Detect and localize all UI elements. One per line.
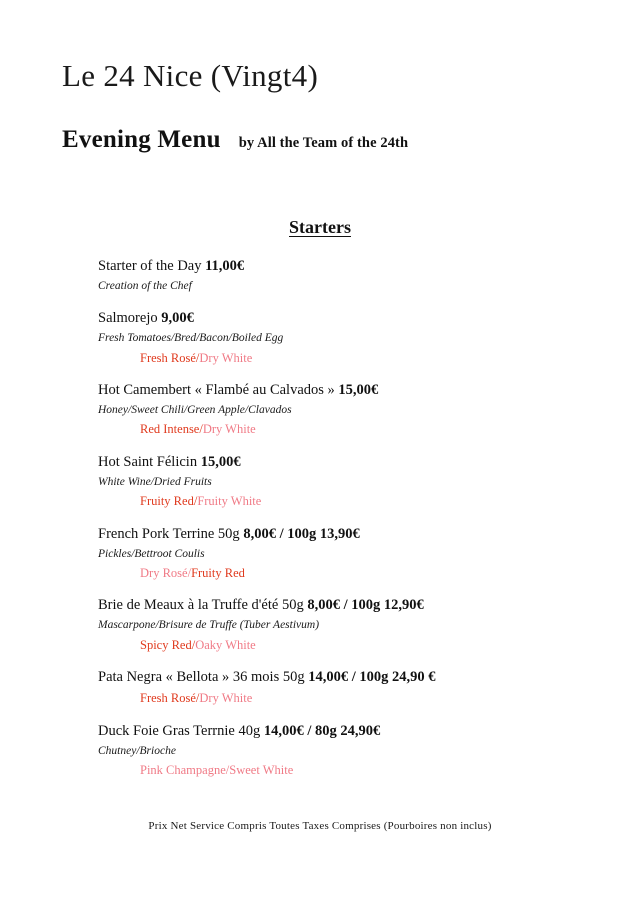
- wine-pairing-first: Fresh Rosé: [140, 691, 196, 706]
- menu-item-name: Brie de Meaux à la Truffe d'été 50g: [98, 597, 308, 614]
- menu-item-wine-pairing: [140, 565, 568, 583]
- menu-item-wine-pairing: [140, 637, 568, 655]
- restaurant-title: Le 24 Nice (Vingt4): [62, 58, 319, 93]
- wine-pairing-second: Sweet White: [229, 762, 294, 777]
- footer-note: Prix Net Service Compris Toutes Taxes Comprises (Pourboires non inclus): [148, 820, 492, 832]
- section-title-starters: Starters: [289, 217, 351, 237]
- menu-item-name-line: [98, 667, 568, 688]
- menu-title: Evening Menu: [62, 126, 221, 153]
- menu-item-wine-pairing: [140, 690, 568, 708]
- wine-pairing-second: Dry White: [199, 691, 253, 706]
- menu-item: [98, 308, 568, 367]
- menu-item-price: 11,00€: [205, 258, 245, 274]
- menu-item-price: 15,00€: [338, 382, 379, 399]
- menu-item: [98, 452, 568, 511]
- menu-item: [98, 595, 568, 654]
- menu-header: [62, 126, 408, 154]
- menu-item-name: Hot Saint Félicin: [98, 453, 201, 470]
- wine-pairing-separator: /: [225, 762, 230, 777]
- wine-pairing-separator: /: [195, 350, 200, 365]
- menu-item-wine-pairing: [140, 350, 568, 368]
- wine-pairing-separator: /: [195, 691, 200, 706]
- menu-item: [98, 667, 568, 708]
- menu-item-description: Mascarpone/Brisure de Truffe (Tuber Aestivum): [98, 619, 320, 632]
- menu-item-description: Fresh Tomatoes/Bred/Bacon/Boiled Egg: [98, 332, 284, 345]
- menu-item-price: 8,00€ / 100g 13,90€: [243, 525, 360, 542]
- menu-item-name: Pata Negra « Bellota » 36 mois 50g: [98, 669, 309, 686]
- menu-item-wine-pairing: [140, 493, 568, 511]
- menu-item-wine-pairing: [140, 762, 568, 780]
- wine-pairing-first: Spicy Red: [140, 637, 192, 652]
- menu-item-name: Duck Foie Gras Terrnie 40g: [98, 722, 264, 739]
- wine-pairing-second: Fruity Red: [191, 565, 245, 580]
- wine-pairing-second: Fruity White: [197, 494, 262, 509]
- menu-item: [98, 721, 568, 780]
- menu-item-name-line: [98, 380, 568, 401]
- wine-pairing-second: Oaky White: [195, 637, 256, 652]
- menu-item-description: Pickles/Bettroot Coulis: [98, 547, 205, 560]
- wine-pairing-separator: /: [187, 565, 192, 580]
- menu-byline: by All the Team of the 24th: [238, 135, 409, 151]
- wine-pairing-first: Pink Champagne: [140, 762, 226, 777]
- menu-item: [98, 256, 568, 295]
- menu-item-price: 8,00€ / 100g 12,90€: [307, 597, 424, 614]
- menu-item-name: French Pork Terrine 50g: [98, 525, 244, 542]
- menu-item-description: Chutney/Brioche: [98, 744, 176, 757]
- menu-item-price: 15,00€: [200, 453, 241, 470]
- menu-item: [98, 380, 568, 439]
- wine-pairing-separator: /: [193, 494, 198, 509]
- menu-item-name-line: [98, 595, 568, 616]
- menu-item-price: 14,00€ / 100g 24,90 €: [308, 669, 436, 686]
- wine-pairing-first: Dry Rosé: [140, 565, 188, 580]
- menu-item-name-line: [98, 256, 568, 277]
- menu-item-name-line: [98, 721, 568, 742]
- menu-item-price: 14,00€ / 80g 24,90€: [263, 722, 381, 739]
- starters-list: [98, 256, 568, 792]
- menu-item-name-line: [98, 308, 568, 329]
- menu-item: [98, 524, 568, 583]
- menu-item-description: Honey/Sweet Chili/Green Apple/Clavados: [98, 404, 292, 417]
- menu-item-name-line: [98, 524, 568, 545]
- wine-pairing-second: Dry White: [202, 422, 256, 437]
- menu-item-name: Hot Camembert « Flambé au Calvados »: [98, 382, 339, 399]
- menu-item-price: 9,00€: [161, 310, 194, 327]
- menu-item-wine-pairing: [140, 421, 568, 439]
- menu-item-name-line: [98, 452, 568, 473]
- menu-item-description: Creation of the Chef: [98, 280, 192, 293]
- wine-pairing-separator: /: [191, 637, 196, 652]
- menu-item-description: White Wine/Dried Fruits: [98, 475, 212, 488]
- wine-pairing-first: Fruity Red: [140, 494, 194, 509]
- wine-pairing-first: Fresh Rosé: [140, 350, 196, 365]
- menu-item-name: Starter of the Day: [98, 258, 206, 274]
- wine-pairing-first: Red Intense: [140, 422, 200, 437]
- wine-pairing-second: Dry White: [199, 350, 253, 365]
- menu-item-name: Salmorejo: [98, 310, 162, 327]
- wine-pairing-separator: /: [199, 422, 203, 437]
